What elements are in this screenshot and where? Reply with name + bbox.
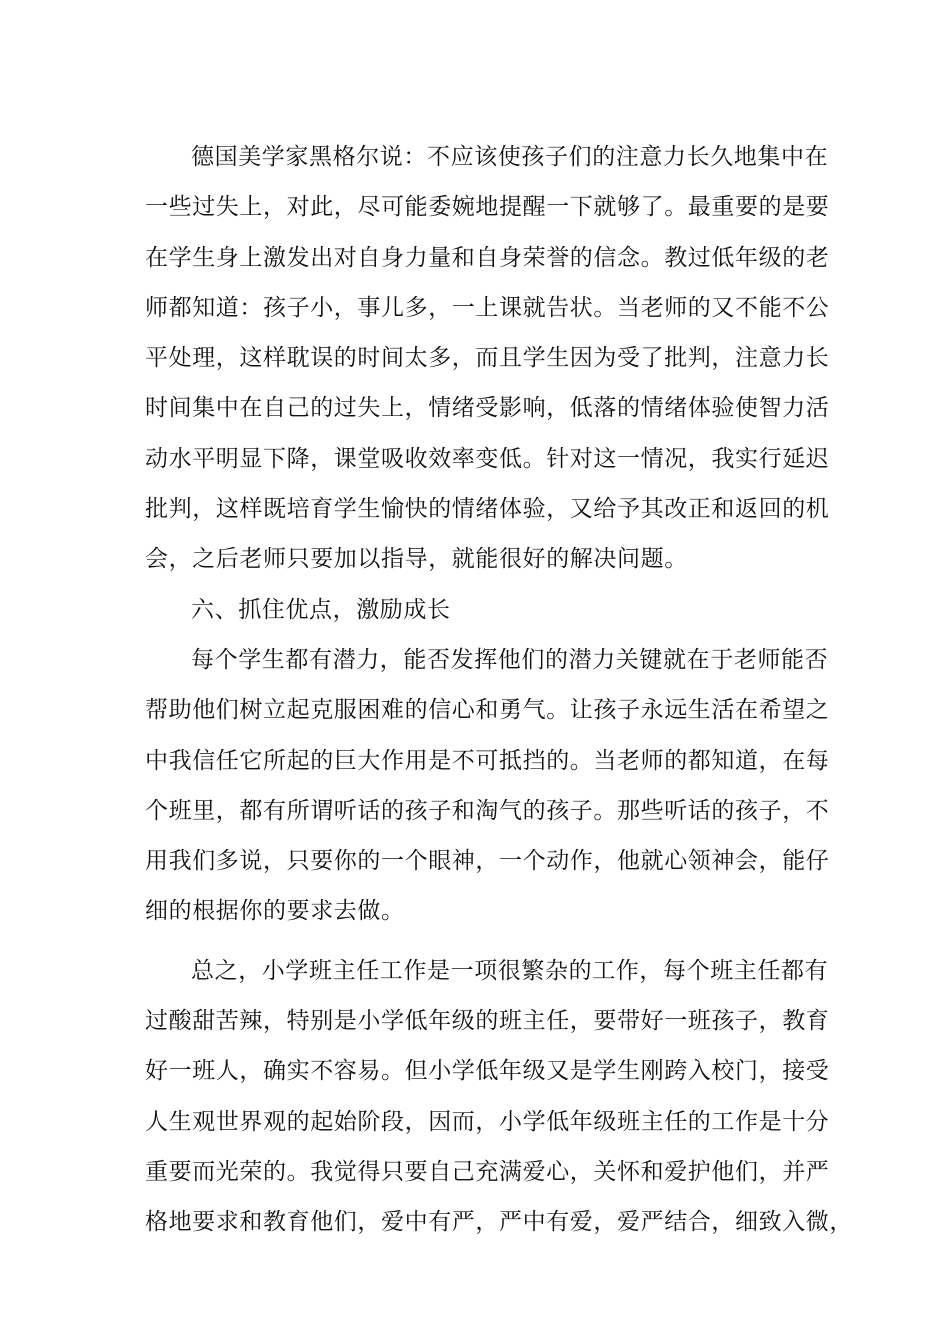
section-heading xyxy=(145,585,825,635)
paragraph-line: 帮助他们树立起克服困难的信心和勇气。让孩子永远生活在希望之 xyxy=(145,697,830,724)
paragraph-line: 每个学生都有潜力，能否发挥他们的潜力关键就在于老师能否 xyxy=(191,646,829,673)
paragraph-line: 平处理，这样耽误的时间太多，而且学生因为受了批判，注意力长 xyxy=(145,345,830,372)
paragraph-line: 会，之后老师只要加以指导，就能很好的解决问题。 xyxy=(145,546,688,573)
paragraph-line: 批判，这样既培育学生愉快的情绪体验，又给予其改正和返回的机 xyxy=(145,496,830,523)
document-body xyxy=(145,132,853,1248)
paragraph-line: 总之，小学班主任工作是一项很繁杂的工作，每个班主任都有 xyxy=(191,957,829,984)
paragraph-conclusion xyxy=(145,946,853,1248)
paragraph-line: 时间集中在自己的过失上，情绪受影响，低落的情绪体验使智力活 xyxy=(145,395,830,422)
paragraph-student-potential xyxy=(145,635,830,937)
paragraph-line: 好一班人，确实不容易。但小学低年级又是学生刚跨入校门，接受 xyxy=(145,1058,830,1085)
paragraph-gap xyxy=(145,937,825,946)
paragraph-line: 细的根据你的要求去做。 xyxy=(145,898,405,925)
paragraph-line: 德国美学家黑格尔说：不应该使孩子们的注意力长久地集中在 xyxy=(191,144,829,170)
paragraph-line: 中我信任它所起的巨大作用是不可抵挡的。当老师的都知道，在每 xyxy=(145,747,830,774)
paragraph-line: 重要而光荣的。我觉得只要自己充满爱心，关怀和爱护他们，并严 xyxy=(145,1158,830,1185)
paragraph-line: 动水平明显下降，课堂吸收效率变低。针对这一情况，我实行延迟 xyxy=(145,445,830,472)
paragraph-line: 一些过失上，对此，尽可能委婉地提醒一下就够了。最重要的是要 xyxy=(145,194,830,221)
paragraph-line: 人生观世界观的起始阶段，因而，小学低年级班主任的工作是十分 xyxy=(145,1108,830,1135)
section-heading-text: 六、抓住优点，激励成长 xyxy=(191,596,451,623)
paragraph-line: 在学生身上激发出对自身力量和自身荣誉的信念。教过低年级的老 xyxy=(145,244,830,271)
paragraph-line: 个班里，都有所谓听话的孩子和淘气的孩子。那些听话的孩子，不 xyxy=(145,797,830,824)
paragraph-line: 师都知道：孩子小，事儿多，一上课就告状。当老师的又不能不公 xyxy=(145,294,830,321)
paragraph-delayed-criticism xyxy=(145,132,830,585)
paragraph-line: 格地要求和教育他们，爱中有严，严中有爱，爱严结合，细致入微， xyxy=(145,1209,853,1236)
paragraph-line: 过酸甜苦辣，特别是小学低年级的班主任，要带好一班孩子，教育 xyxy=(145,1008,830,1035)
paragraph-line: 用我们多说，只要你的一个眼神，一个动作，他就心领神会，能仔 xyxy=(145,848,830,875)
